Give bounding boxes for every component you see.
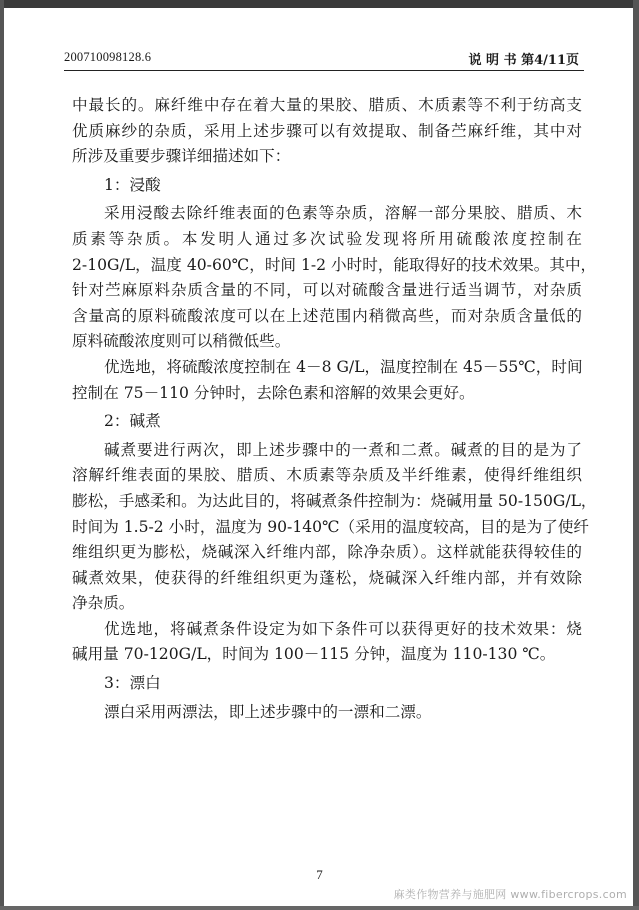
text-line: 优质麻纱的杂质，采用上述步骤可以有效提取、制备苎麻纤维，其中对 bbox=[72, 121, 582, 140]
site-watermark: 麻类作物营养与施肥网 www.fibercrops.com bbox=[393, 888, 627, 901]
text-line: 原料硫酸浓度则可以稍微低些。 bbox=[72, 332, 291, 351]
text-line: 优选地，将硫酸浓度控制在 4－8 G/L，温度控制在 45－55℃，时间 bbox=[104, 357, 583, 376]
text-line: 2-10G/L，温度 40-60℃，时间 1-2 小时时，能取得好的技术效果。其中， bbox=[72, 255, 597, 274]
text-line: 膨松，手感柔和。为达此目的，将碱煮条件控制为：烧碱用量 50-150G/L， bbox=[72, 491, 597, 510]
scan-border-left bbox=[0, 0, 4, 910]
document-number: 200710098128.6 bbox=[64, 50, 152, 64]
text-line: 时间为 1.5-2 小时，温度为 90-140℃（采用的温度较高，目的是为了使纤 bbox=[72, 517, 590, 536]
section-page-label: 说 明 书 第4/11页 bbox=[468, 53, 579, 68]
text-line: 净杂质。 bbox=[72, 594, 135, 613]
header-rule bbox=[64, 70, 584, 71]
text-line: 碱用量 70-120G/L，时间为 100－115 分钟，温度为 110-130 ℃。 bbox=[72, 645, 556, 664]
text-line: 溶解纤维表面的果胶、腊质、木质素等杂质及半纤维素，使得纤维组织 bbox=[72, 466, 582, 485]
text-line: 漂白采用两漂法，即上述步骤中的一漂和二漂。 bbox=[104, 702, 432, 721]
text-line: 采用浸酸去除纤维表面的色素等杂质，溶解一部分果胶、腊质、木 bbox=[104, 204, 582, 223]
text-line: 1：浸酸 bbox=[104, 175, 161, 194]
scan-border-right bbox=[633, 0, 639, 910]
text-line: 优选地，将碱煮条件设定为如下条件可以获得更好的技术效果：烧 bbox=[104, 619, 582, 638]
text-line: 含量高的原料硫酸浓度可以在上述范围内稍微高些，而对杂质含量低的 bbox=[72, 306, 582, 325]
text-line: 所涉及重要步骤详细描述如下： bbox=[72, 147, 291, 166]
text-line: 质素等杂质。本发明人通过多次试验发现将所用硫酸浓度控制在 bbox=[72, 229, 582, 248]
text-line: 针对苎麻原料杂质含量的不同，可以对硫酸含量进行适当调节，对杂质 bbox=[72, 281, 582, 300]
text-line: 维组织更为膨松，烧碱深入纤维内部，除净杂质）。这样就能获得较佳的 bbox=[72, 543, 582, 562]
text-line: 3：漂白 bbox=[104, 674, 161, 693]
page-number: 7 bbox=[316, 867, 323, 882]
scan-border-bottom bbox=[0, 906, 639, 910]
text-line: 2：碱煮 bbox=[104, 412, 161, 431]
body-text bbox=[72, 93, 597, 725]
text-line: 碱煮要进行两次，即上述步骤中的一煮和二煮。碱煮的目的是为了 bbox=[104, 440, 582, 459]
text-line: 碱煮效果，使获得的纤维组织更为蓬松，烧碱深入纤维内部，并有效除 bbox=[72, 568, 582, 587]
text-line: 控制在 75－110 分钟时，去除色素和溶解的效果会更好。 bbox=[72, 383, 475, 402]
text-line: 中最长的。麻纤维中存在着大量的果胶、腊质、木质素等不利于纺高支 bbox=[72, 96, 582, 114]
scan-border-top bbox=[0, 0, 639, 8]
